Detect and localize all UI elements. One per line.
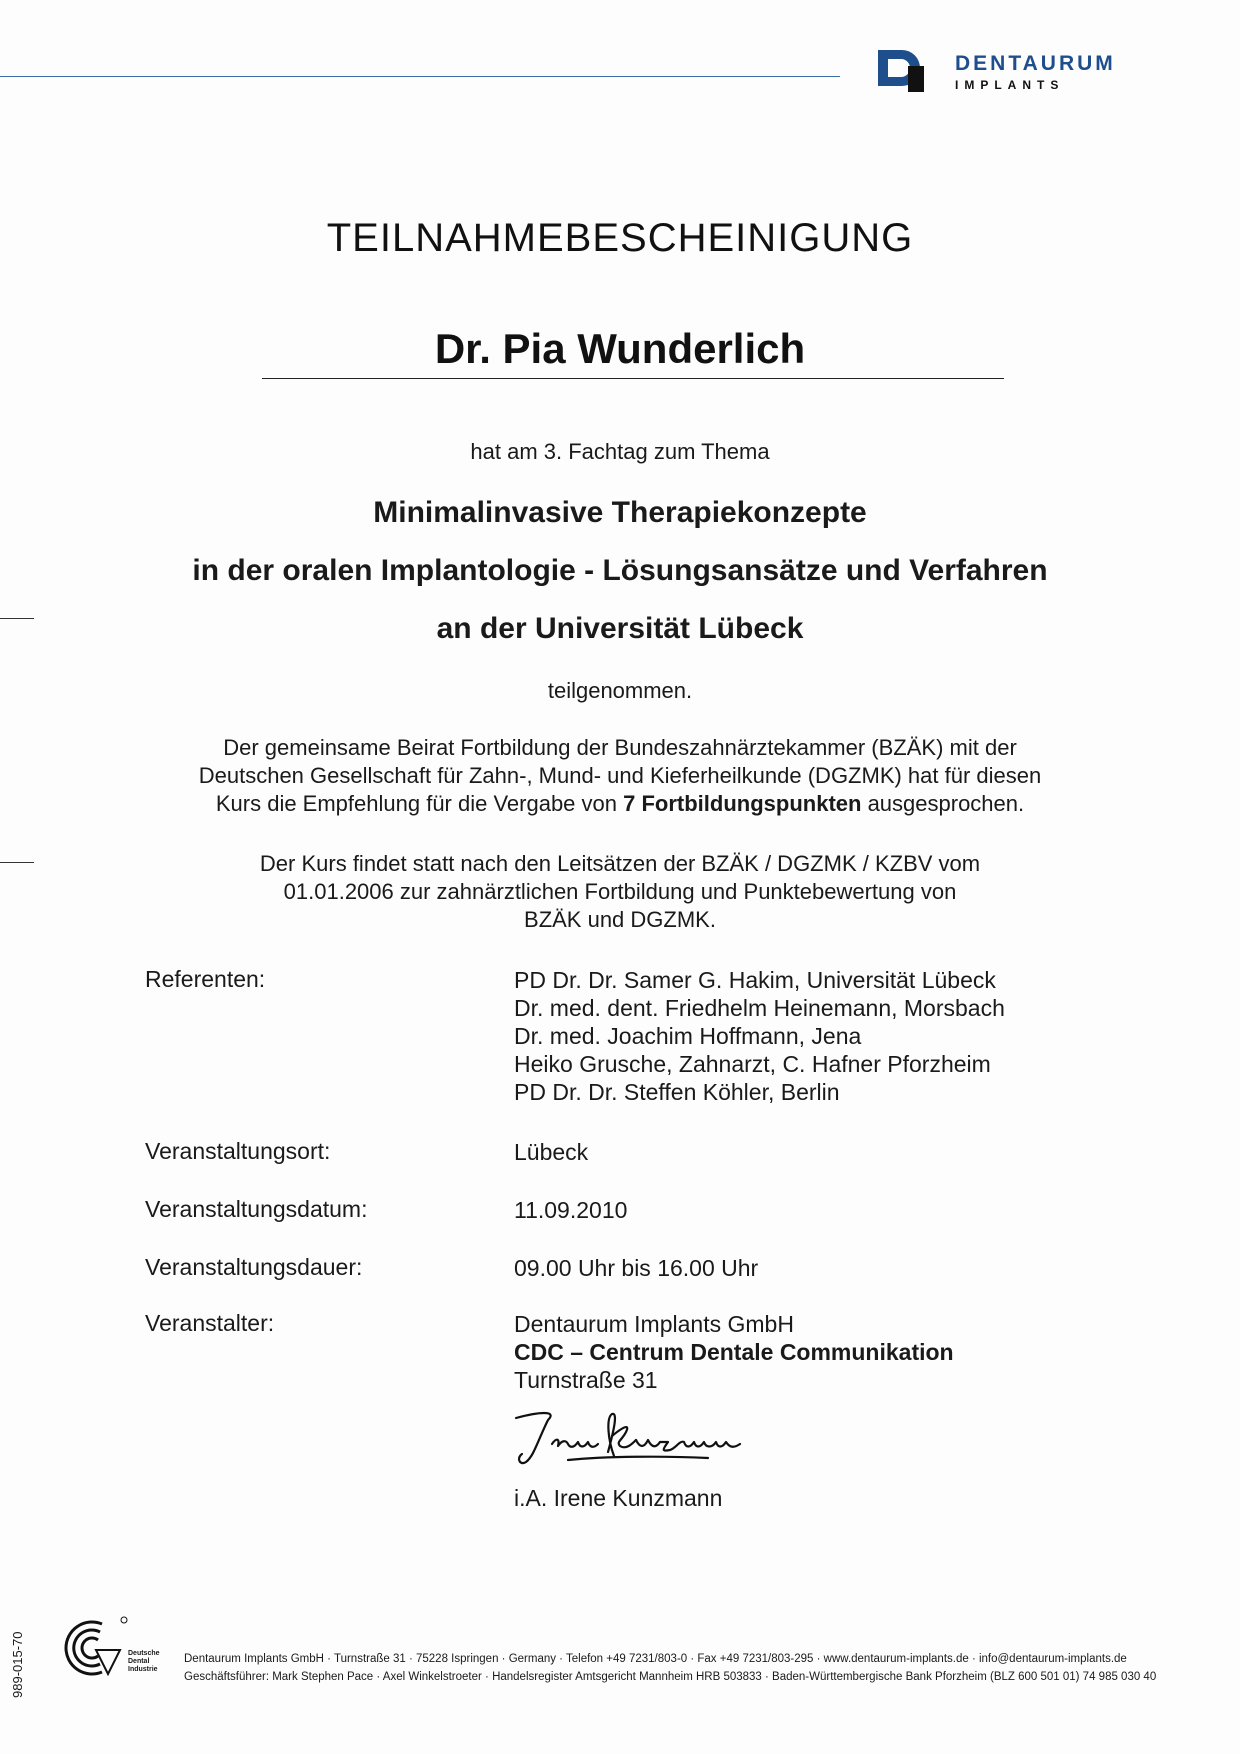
speaker-item: PD Dr. Dr. Steffen Köhler, Berlin — [514, 1079, 840, 1105]
organizer-line-2: CDC – Centrum Dentale Communikation — [514, 1339, 954, 1365]
date-value: 11.09.2010 — [514, 1197, 628, 1223]
ddi-logo-icon — [62, 1614, 130, 1676]
participated-text: teilgenommen. — [547, 678, 693, 703]
document-title: TEILNAHMEBESCHEINIGUNG — [326, 216, 914, 260]
organizer-line-3: Turnstraße 31 — [514, 1367, 658, 1393]
speaker-item: Dr. med. dent. Friedhelm Heinemann, Morsbach — [514, 995, 1005, 1021]
topic-line-3: an der Universität Lübeck — [436, 612, 804, 645]
location-label: Veranstaltungsort: — [145, 1138, 331, 1164]
guidelines-paragraph — [0, 850, 1240, 934]
organizer-block — [514, 1310, 954, 1394]
points-count: 7 Fortbildungspunkten — [623, 791, 862, 816]
signatory: i.A. Irene Kunzmann — [514, 1485, 723, 1511]
speaker-item: Heiko Grusche, Zahnarzt, C. Hafner Pforzheim — [514, 1051, 991, 1077]
location-value: Lübeck — [514, 1139, 589, 1165]
speakers-label: Referenten: — [145, 966, 266, 992]
side-code — [6, 1590, 32, 1700]
duration-value: 09.00 Uhr bis 16.00 Uhr — [514, 1255, 759, 1281]
organizer-label: Veranstalter: — [145, 1310, 275, 1336]
speaker-item: Dr. med. Joachim Hoffmann, Jena — [514, 1023, 862, 1049]
ddi-text-line: Deutsche — [128, 1650, 160, 1657]
guidelines-line-1: Der Kurs findet statt nach den Leitsätzen der BZÄK / DGZMK / KZBV vom — [259, 851, 981, 876]
fold-mark — [0, 618, 34, 619]
signature-image — [508, 1400, 778, 1470]
logo-wordmark: DENTAURUM — [955, 52, 1116, 75]
topic-line-1: Minimalinvasive Therapiekonzepte — [373, 496, 867, 529]
side-code-text: 989-015-70 — [10, 1631, 25, 1698]
intro-text: hat am 3. Fachtag zum Thema — [470, 439, 770, 464]
footer-legal-line: Geschäftsführer: Mark Stephen Pace · Axel Winkelstroeter · Handelsregister Amtsgericht Mannheim HRB 503833 · Baden-Württembergische Bank Pforzheim (BLZ 600 501 01) 74 985 030 40 — [184, 1671, 1157, 1683]
name-underline — [262, 378, 1004, 379]
accreditation-paragraph — [0, 734, 1240, 818]
guidelines-line-3: BZÄK und DGZMK. — [524, 907, 716, 932]
accreditation-line-3 — [0, 790, 1240, 818]
guidelines-line-2: 01.01.2006 zur zahnärztlichen Fortbildung und Punktebewertung von — [283, 879, 957, 904]
organizer-line-1: Dentaurum Implants GmbH — [514, 1311, 794, 1337]
ddi-text-line: Dental — [128, 1658, 150, 1665]
fold-mark — [0, 862, 34, 863]
accreditation-line-1: Der gemeinsame Beirat Fortbildung der Bundeszahnärztekammer (BZÄK) mit der — [223, 735, 1017, 760]
accreditation-line-2: Deutschen Gesellschaft für Zahn-, Mund- und Kieferheilkunde (DGZMK) hat für diesen — [198, 763, 1042, 788]
speakers-list — [514, 966, 1005, 1106]
participant-name: Dr. Pia Wunderlich — [434, 325, 806, 372]
header-rule — [0, 76, 840, 77]
speaker-item: PD Dr. Dr. Samer G. Hakim, Universität Lübeck — [514, 967, 996, 993]
logo-subtitle: IMPLANTS — [955, 78, 1065, 92]
footer-company-line: Dentaurum Implants GmbH · Turnstraße 31 · 75228 Ispringen · Germany · Telefon +49 7231/803-0 · Fax +49 7231/803-295 · www.dentaurum-implants.de · info@dentaurum-implants.de — [184, 1653, 1127, 1665]
date-label: Veranstaltungsdatum: — [145, 1196, 368, 1222]
dentaurum-logo-icon — [876, 46, 928, 92]
ddi-text-line: Industrie — [128, 1666, 158, 1673]
duration-label: Veranstaltungsdauer: — [145, 1254, 363, 1280]
topic-line-2: in der oralen Implantologie - Lösungsansätze und Verfahren — [192, 554, 1048, 587]
accreditation-line-3-pre: Kurs die Empfehlung für die Vergabe von — [215, 791, 624, 816]
accreditation-line-3-post: ausgesprochen. — [861, 791, 1025, 816]
ddi-wordmark — [128, 1650, 160, 1674]
